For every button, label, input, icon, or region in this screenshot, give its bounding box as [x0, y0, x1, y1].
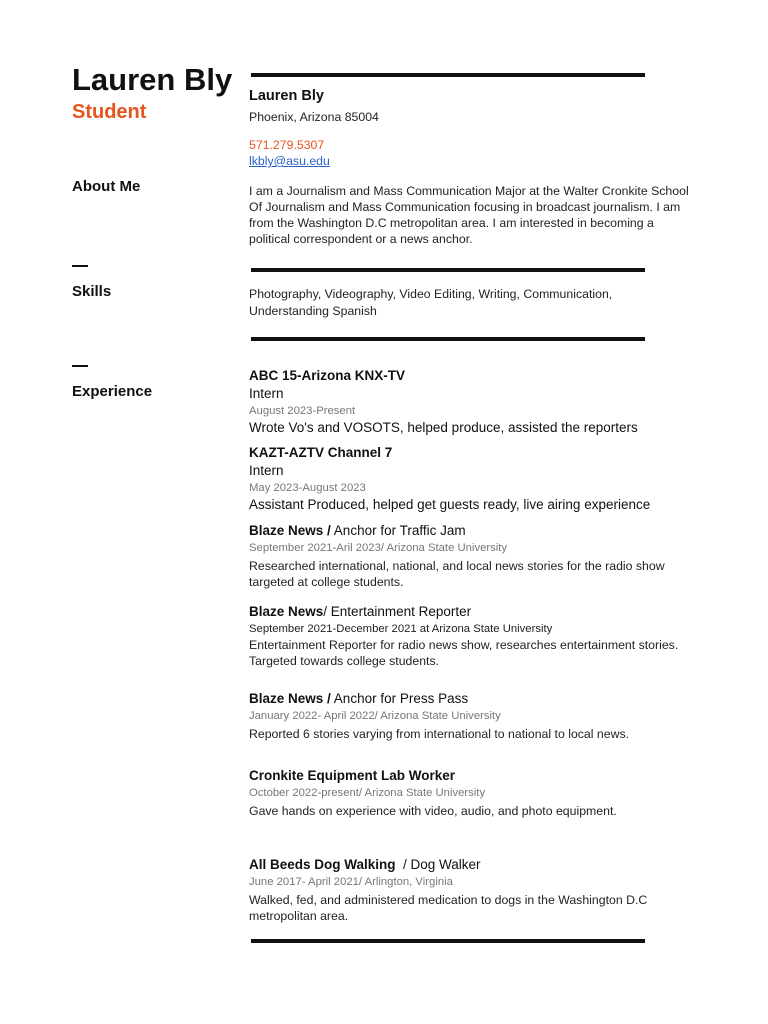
- contact-name: Lauren Bly: [249, 88, 324, 104]
- experience-date: January 2022- April 2022/ Arizona State University: [249, 710, 501, 722]
- experience-description: Assistant Produced, helped get guests ready, live airing experience: [249, 497, 651, 512]
- about-text: I am a Journalism and Mass Communication Major at the Walter Cronkite School Of Journalism and Mass Communication focusing in broadcast journalism. I am from the Washington D.C metropolitan area. I am interested in becoming a political correspondent or a news anchor.: [249, 184, 689, 246]
- experience-description: Entertainment Reporter for radio news show, researches entertainment stories. Targeted towards college students.: [249, 638, 679, 668]
- contact-location: Phoenix, Arizona 85004: [249, 110, 379, 124]
- experience-org: KAZT-AZTV Channel 7: [249, 445, 393, 460]
- contact-email-link[interactable]: lkbly@asu.edu: [249, 154, 330, 168]
- experience-description: Walked, fed, and administered medication to dogs in the Washington D.C metropolitan area.: [249, 893, 648, 923]
- divider-rule: [251, 73, 645, 77]
- experience-date: October 2022-present/ Arizona State University: [249, 787, 486, 799]
- section-title-skills: Skills: [72, 283, 112, 300]
- experience-date: September 2021-Aril 2023/ Arizona State University: [249, 542, 508, 554]
- experience-org-role: Cronkite Equipment Lab Worker: [249, 768, 456, 783]
- experience-item: [249, 767, 699, 819]
- experience-date: September 2021-December 2021 at Arizona State University: [249, 623, 553, 635]
- experience-item: [249, 367, 699, 437]
- resume-role: Student: [72, 101, 147, 123]
- experience-description: Reported 6 stories varying from international to national to local news.: [249, 727, 630, 741]
- experience-role: Intern: [249, 463, 284, 478]
- experience-date: May 2023-August 2023: [249, 482, 366, 494]
- divider-rule: [251, 268, 645, 272]
- contact-phone: 571.279.5307: [249, 138, 325, 152]
- section-divider-dash: [72, 265, 88, 267]
- experience-item: [249, 444, 699, 514]
- resume-name: Lauren Bly: [72, 62, 233, 97]
- experience-description: Wrote Vo's and VOSOTS, helped produce, assisted the reporters: [249, 420, 638, 435]
- divider-rule: [251, 337, 645, 341]
- experience-description: Researched international, national, and local news stories for the radio show targeted at college students.: [249, 559, 665, 589]
- experience-item: [249, 522, 699, 590]
- experience-item: [249, 856, 699, 924]
- experience-item: [249, 690, 699, 742]
- experience-description: Gave hands on experience with video, audio, and photo equipment.: [249, 804, 617, 818]
- experience-org-role: All Beeds Dog Walking / Dog Walker: [249, 857, 481, 872]
- section-title-about: About Me: [72, 178, 141, 195]
- experience-item: [249, 603, 699, 669]
- experience-org-role: Blaze News / Anchor for Press Pass: [249, 691, 469, 706]
- experience-org: ABC 15-Arizona KNX-TV: [249, 368, 406, 383]
- skills-text: Photography, Videography, Video Editing, Writing, Communication, Understanding Spanish: [249, 287, 613, 318]
- section-title-experience: Experience: [72, 383, 153, 400]
- experience-date: June 2017- April 2021/ Arlington, Virginia: [249, 876, 453, 888]
- divider-rule: [251, 939, 645, 943]
- experience-org-role: Blaze News/ Entertainment Reporter: [249, 604, 472, 619]
- section-divider-dash: [72, 365, 88, 367]
- experience-date: August 2023-Present: [249, 405, 356, 417]
- experience-org-role: Blaze News / Anchor for Traffic Jam: [249, 523, 466, 538]
- experience-role: Intern: [249, 386, 284, 401]
